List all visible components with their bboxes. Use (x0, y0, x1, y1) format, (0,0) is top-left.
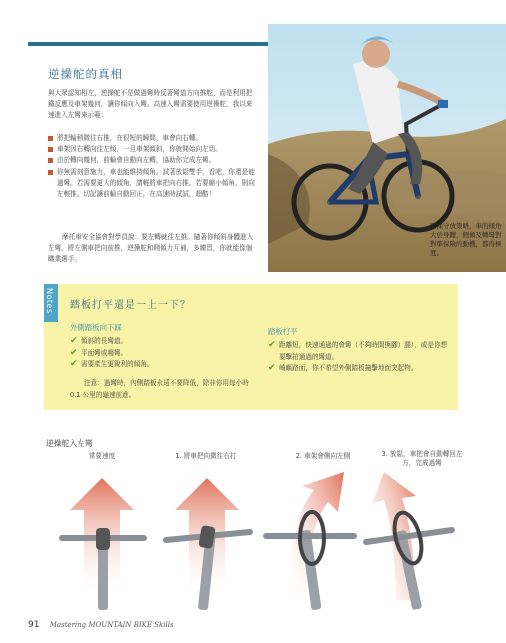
notes-right-heading: 踏板打平 (268, 327, 298, 336)
checkmark-icon: ✔ (70, 347, 78, 358)
checkmark-icon: ✔ (70, 336, 78, 346)
list-item: 車架因右轉向往左傾，一旦車架傾斜，你就開始向左切。 (48, 144, 256, 155)
list-item: ✔ 平面彎或趨彎。 (70, 347, 128, 358)
notes-caution: 注意：過彎時，內側踏板永遠不要降低，除非你用每小時 0.1 公里的龜速前進。 (70, 379, 249, 399)
step-2-bike (266, 472, 354, 610)
intro-paragraph: 與大眾認知相左，逆操舵不是做過彎時反著彎道方向推舵，而是利用把鐵反應及車架幾何，讓你傾向入彎。高速入彎需要使用逆操舵，我以來速進入左彎來示範： (48, 89, 253, 120)
list-item: 將把輪稍微往右推，在很短的瞬間，車會向右轉。 (48, 133, 256, 144)
diagram-title: 逆操舵入左彎 (46, 439, 93, 448)
list-item: 你無需刻意施力，車也能維持傾角。試著放鬆雙手，看吧，你還是能過彎。若需要更大的傾角，請輕將車把向右推。若要縮小傾角，則向左輕推。切記讓前輪自動回正，在高速時試試，超酷！ (48, 167, 256, 201)
step-label-0: 常要速度 (88, 452, 116, 460)
list-item: ✔ 需要產生更銳利的傾角。 (70, 359, 154, 369)
bullet-square-icon (48, 147, 53, 152)
step-label-3: 3. 放鬆，車把會自動轉回左方，完成過彎 (381, 450, 463, 467)
notes-left-heading: 外側踏板向下踩 (70, 323, 122, 332)
list-item: ✔ 崎嶇路面，你不希望外側踏板撞擊地面突起物。 (268, 363, 418, 373)
page-number: 91 (28, 620, 40, 630)
list-item: ✔ 傾斜的長彎道。 (70, 336, 128, 346)
book-title: Mastering MOUNTAIN BIKE Skills (49, 621, 174, 629)
checkmark-icon: ✔ (268, 340, 276, 350)
notes-title: 踏板打平還是一上一下？ (70, 300, 191, 311)
step-3-bike (366, 472, 452, 610)
countersteer-diagram (44, 460, 464, 610)
list-item: 由於轉向幾何，前輪會自動向左轉，協助你完成左彎。 (48, 155, 256, 166)
step-label-1: 1. 將車把向微往右打 (175, 452, 237, 460)
bullet-square-icon (48, 158, 53, 163)
step-0-bike (62, 478, 144, 610)
steps-list (48, 133, 256, 200)
checkmark-icon: ✔ (70, 359, 78, 369)
checkmark-icon: ✔ (268, 363, 276, 373)
photo-caption: 雖保守放策略，車的傾角大於身體，側傾及轉彎對對準保險的動機，都得極度。 (430, 222, 502, 257)
step-label-2: 2. 車架會側向左側 (295, 452, 351, 460)
list-item: ✔ 距離短，快速通過的會彎（不夠時間換腳）腿），或是你想要擊拍通過的彎道。 (268, 340, 448, 361)
closing-paragraph: 摩托車安全協會對學員說：要左轉就往左推。隨著你傾斜身體進入左彎，將左側車把向前推，逆操舵和側傾力互補，多練習，你就能像個職業選手。 (48, 233, 254, 264)
page-footer (28, 620, 174, 630)
notes-tab: Notes (44, 284, 58, 322)
section-title: 逆操舵的真相 (48, 67, 123, 81)
notes-right-list (268, 340, 448, 375)
notes-left-list (70, 336, 250, 371)
step-1-bike (166, 478, 250, 610)
bullet-square-icon (48, 170, 53, 175)
bullet-square-icon (48, 136, 53, 141)
